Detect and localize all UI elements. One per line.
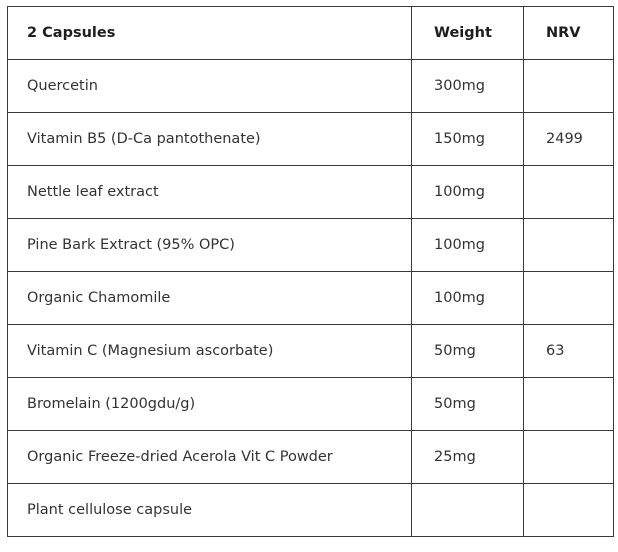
table-header bbox=[8, 7, 614, 60]
ingredient-weight: 100mg bbox=[412, 219, 524, 272]
ingredient-weight: 100mg bbox=[412, 272, 524, 325]
table-row bbox=[8, 378, 614, 431]
ingredient-name: Vitamin C (Magnesium ascorbate) bbox=[8, 325, 412, 378]
ingredient-nrv bbox=[524, 60, 614, 113]
table-row bbox=[8, 219, 614, 272]
ingredient-nrv bbox=[524, 272, 614, 325]
ingredient-name: Vitamin B5 (D-Ca pantothenate) bbox=[8, 113, 412, 166]
ingredient-weight bbox=[412, 484, 524, 537]
ingredient-weight: 25mg bbox=[412, 431, 524, 484]
ingredient-name: Nettle leaf extract bbox=[8, 166, 412, 219]
ingredient-name: Pine Bark Extract (95% OPC) bbox=[8, 219, 412, 272]
ingredient-nrv bbox=[524, 484, 614, 537]
table-row bbox=[8, 484, 614, 537]
header-name: 2 Capsules bbox=[8, 7, 412, 60]
header-nrv: NRV bbox=[524, 7, 614, 60]
table-row bbox=[8, 113, 614, 166]
ingredient-weight: 50mg bbox=[412, 378, 524, 431]
ingredient-weight: 50mg bbox=[412, 325, 524, 378]
table-row bbox=[8, 272, 614, 325]
ingredient-name: Bromelain (1200gdu/g) bbox=[8, 378, 412, 431]
table-row bbox=[8, 431, 614, 484]
ingredient-nrv bbox=[524, 378, 614, 431]
ingredient-weight: 300mg bbox=[412, 60, 524, 113]
ingredient-name: Quercetin bbox=[8, 60, 412, 113]
table-row bbox=[8, 60, 614, 113]
table-row bbox=[8, 325, 614, 378]
ingredient-nrv: 2499 bbox=[524, 113, 614, 166]
ingredient-name: Organic Chamomile bbox=[8, 272, 412, 325]
ingredient-nrv: 63 bbox=[524, 325, 614, 378]
header-row bbox=[8, 7, 614, 60]
ingredient-nrv bbox=[524, 166, 614, 219]
ingredient-weight: 100mg bbox=[412, 166, 524, 219]
ingredient-nrv bbox=[524, 431, 614, 484]
table-body bbox=[8, 60, 614, 537]
table-row bbox=[8, 166, 614, 219]
ingredient-nrv bbox=[524, 219, 614, 272]
header-weight: Weight bbox=[412, 7, 524, 60]
nutrition-table bbox=[7, 6, 614, 537]
ingredient-weight: 150mg bbox=[412, 113, 524, 166]
ingredient-name: Plant cellulose capsule bbox=[8, 484, 412, 537]
ingredient-name: Organic Freeze-dried Acerola Vit C Powder bbox=[8, 431, 412, 484]
